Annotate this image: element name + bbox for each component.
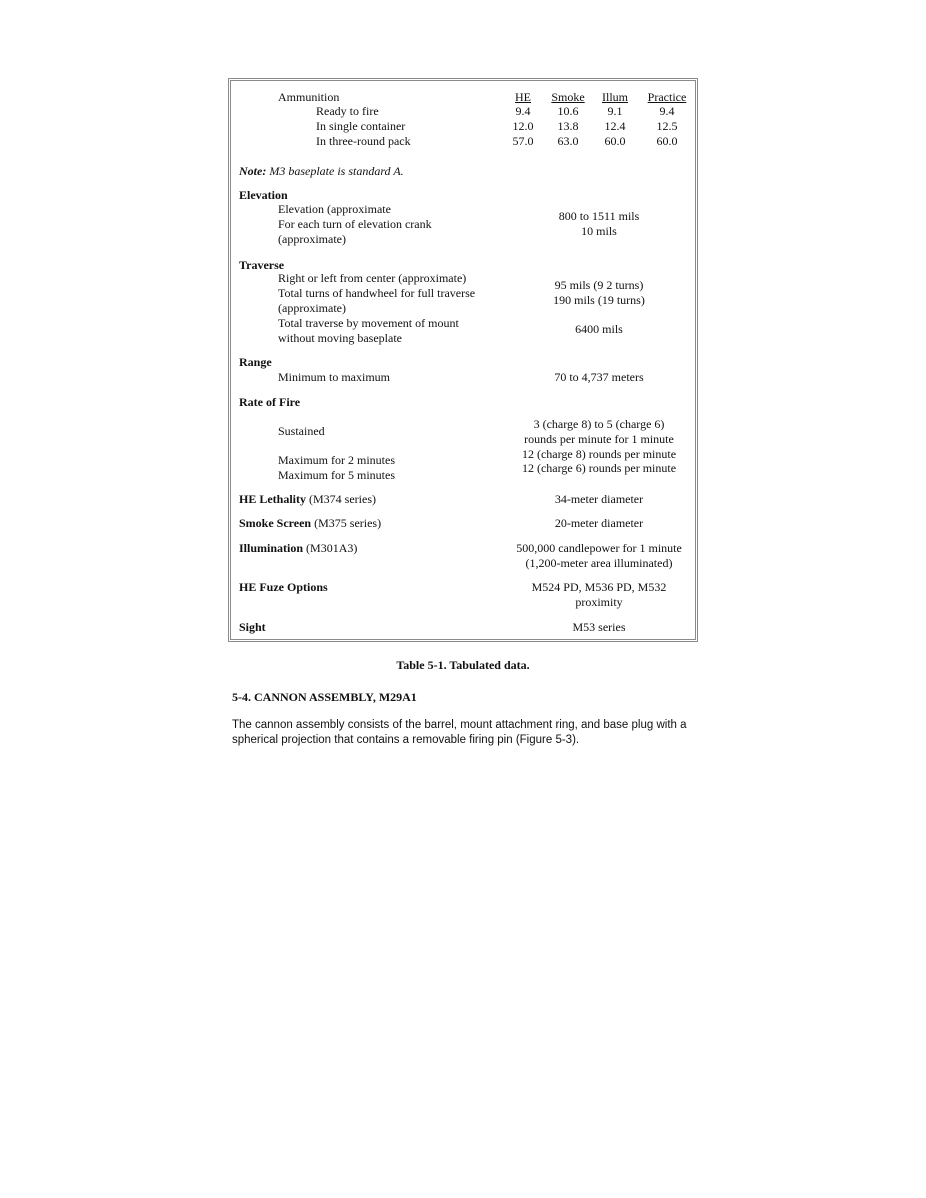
traverse-item: Right or left from center (approximate) xyxy=(278,271,467,285)
traverse-value: 190 mils (19 turns) xyxy=(553,293,645,307)
rate-of-fire-value: 12 (charge 6) rounds per minute xyxy=(521,461,677,475)
cell: 12.4 xyxy=(604,119,626,133)
row-label: Ready to fire xyxy=(316,104,379,118)
he-lethality-value: 34-meter diameter xyxy=(554,492,644,506)
elevation-value: 10 mils xyxy=(581,224,617,238)
cell: 60.0 xyxy=(604,134,626,148)
section-paragraph: The cannon assembly consists of the barrel, mount attachment ring, and base plug with a spherical projection that contains a removable firing pin (Figure 5-3). xyxy=(232,719,687,746)
range-value: 70 to 4,737 meters xyxy=(554,370,644,384)
elevation-item: Elevation (approximate xyxy=(278,202,391,216)
rate-of-fire-value: rounds per minute for 1 minute xyxy=(524,432,674,446)
cell: 9.4 xyxy=(515,104,531,118)
elevation-value: 800 to 1511 mils xyxy=(558,209,640,223)
traverse-heading: Traverse xyxy=(239,258,285,272)
rate-of-fire-heading: Rate of Fire xyxy=(239,395,301,409)
rate-of-fire-item: Maximum for 2 minutes xyxy=(278,453,395,467)
table-caption: Table 5-1. Tabulated data. xyxy=(396,658,530,672)
smoke-screen-value: 20-meter diameter xyxy=(554,516,644,530)
tabulated-data-table xyxy=(228,78,698,642)
row-label: In single container xyxy=(316,119,406,133)
traverse-item: without moving baseplate xyxy=(278,331,402,345)
note-text: M3 baseplate is standard A. xyxy=(269,164,404,178)
traverse-value: 6400 mils xyxy=(575,322,623,336)
cell: 57.0 xyxy=(512,134,534,148)
cell: 13.8 xyxy=(557,119,579,133)
he-fuze-value: proximity xyxy=(575,595,623,609)
traverse-value: 95 mils (9 2 turns) xyxy=(554,278,644,292)
rate-of-fire-item: Sustained xyxy=(278,424,325,438)
traverse-item: (approximate) xyxy=(278,301,346,315)
illumination xyxy=(239,541,357,556)
row-label: In three-round pack xyxy=(316,134,411,148)
cell: 9.4 xyxy=(659,104,675,118)
range-item: Minimum to maximum xyxy=(278,370,391,384)
cell: 12.0 xyxy=(512,119,534,133)
he-lethality-heading: HE Lethality xyxy=(239,492,307,506)
illumination-value: (1,200-meter area illuminated) xyxy=(525,556,673,570)
smoke-screen-sub: (M375 series) xyxy=(311,516,382,530)
elevation-item: (approximate) xyxy=(278,232,346,246)
he-lethality-sub: (M374 series) xyxy=(306,492,376,506)
sight-value: M53 series xyxy=(572,620,626,634)
sight-heading: Sight xyxy=(239,620,266,634)
cell: 10.6 xyxy=(557,104,579,118)
cell: 63.0 xyxy=(557,134,579,148)
illumination-heading: Illumination xyxy=(239,541,304,555)
note-label: Note: xyxy=(239,164,267,178)
he-lethality xyxy=(239,492,376,507)
he-fuze-heading: HE Fuze Options xyxy=(239,580,328,594)
cell: 12.5 xyxy=(656,119,678,133)
illumination-value: 500,000 candlepower for 1 minute xyxy=(516,541,682,555)
col-practice: Practice xyxy=(647,90,687,104)
cell: 9.1 xyxy=(607,104,623,118)
col-smoke: Smoke xyxy=(551,90,585,104)
elevation-item: For each turn of elevation crank xyxy=(278,217,432,231)
col-illum: Illum xyxy=(602,90,628,104)
elevation-heading: Elevation xyxy=(239,188,288,202)
rate-of-fire-value: 12 (charge 8) rounds per minute xyxy=(521,447,677,461)
section-heading: 5-4. CANNON ASSEMBLY, M29A1 xyxy=(232,690,417,704)
rate-of-fire-value: 3 (charge 8) to 5 (charge 6) xyxy=(533,417,665,431)
smoke-screen-heading: Smoke Screen xyxy=(239,516,312,530)
range-heading: Range xyxy=(239,355,272,369)
smoke-screen xyxy=(239,516,381,531)
he-fuze-value: M524 PD, M536 PD, M532 xyxy=(531,580,667,594)
cell: 60.0 xyxy=(656,134,678,148)
ammunition-label: Ammunition xyxy=(278,90,340,104)
note xyxy=(239,164,404,179)
rate-of-fire-item: Maximum for 5 minutes xyxy=(278,468,395,482)
col-he: HE xyxy=(515,90,531,104)
illumination-sub: (M301A3) xyxy=(303,541,358,555)
traverse-item: Total traverse by movement of mount xyxy=(278,316,459,330)
traverse-item: Total turns of handwheel for full traverse xyxy=(278,286,476,300)
